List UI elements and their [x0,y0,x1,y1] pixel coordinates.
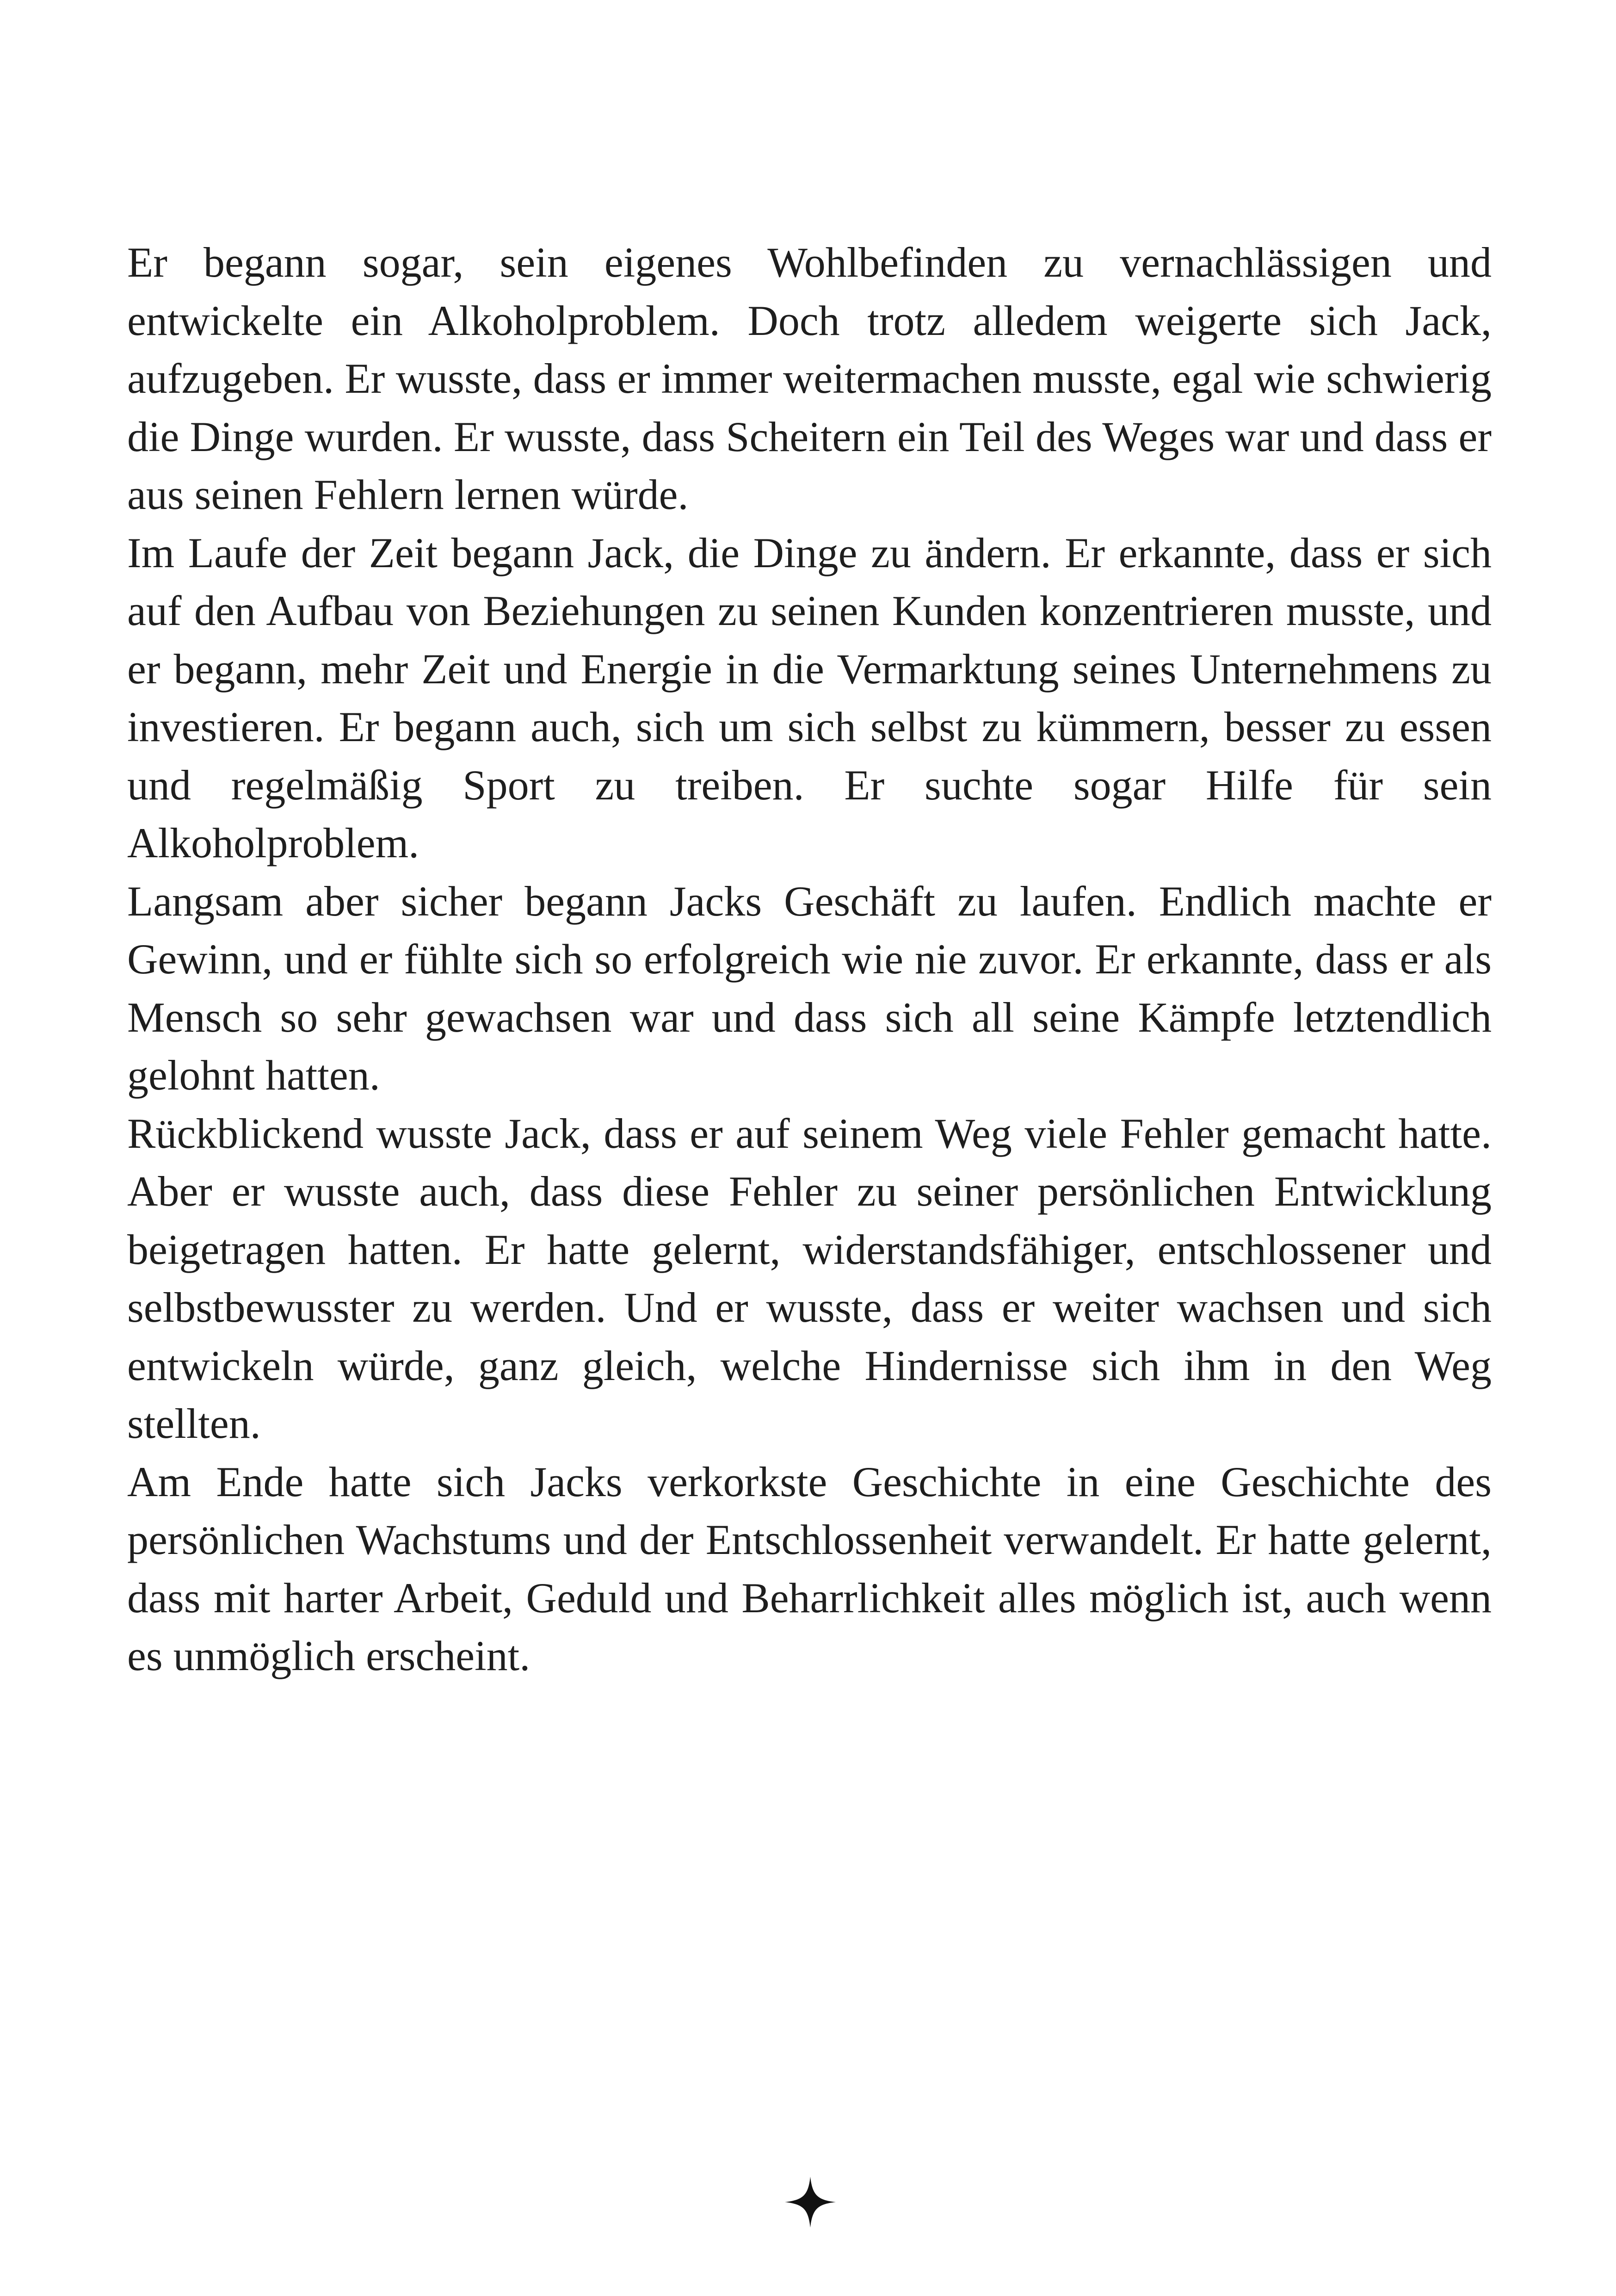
paragraph-2: Im Laufe der Zeit begann Jack, die Dinge zu ändern. Er erkannte, dass er sich auf den Aufbau von Beziehungen zu seinen Kunden konzentrieren musste, und er begann, mehr Zeit und Energie in die Vermarktung seines Unternehmens zu investieren. Er begann auch, sich um sich selbst zu kümmern, besser zu essen und regelmäßig Sport zu treiben. Er suchte sogar Hilfe für sein Alkoholproblem. [127,529,1492,866]
body-text [127,234,1492,1685]
paragraph-3: Langsam aber sicher begann Jacks Geschäft zu laufen. Endlich machte er Gewinn, und er fühlte sich so erfolgreich wie nie zuvor. Er erkannte, dass er als Mensch so sehr gewachsen war und dass sich all seine Kämpfe letztendlich gelohnt hatten. [127,877,1492,1099]
paragraph-4: Rückblickend wusste Jack, dass er auf seinem Weg viele Fehler gemacht hatte. Aber er wusste auch, dass diese Fehler zu seiner persönlichen Entwicklung beigetragen hatten. Er hatte gelernt, widerstandsfähiger, entschlossener und selbstbewusster zu werden. Und er wusste, dass er weiter wachsen und sich entwickeln würde, ganz gleich, welche Hindernisse sich ihm in den Weg stellten. [127,1109,1492,1447]
paragraph-1: Er begann sogar, sein eigenes Wohlbefinden zu vernachlässigen und entwickelte ein Alkoholproblem. Doch trotz alledem weigerte sich Jack, aufzugeben. Er wusste, dass er immer weitermachen musste, egal wie schwierig die Dinge wurden. Er wusste, dass Scheitern ein Teil des Weges war und dass er aus seinen Fehlern lernen würde. [127,239,1492,518]
four-point-star-icon [785,2177,836,2228]
paragraph-5: Am Ende hatte sich Jacks verkorkste Geschichte in eine Geschichte des persönlichen Wachstums und der Entschlossenheit verwandelt. Er hatte gelernt, dass mit harter Arbeit, Geduld und Beharrlichkeit alles möglich ist, auch wenn es unmöglich erscheint. [127,1458,1492,1679]
